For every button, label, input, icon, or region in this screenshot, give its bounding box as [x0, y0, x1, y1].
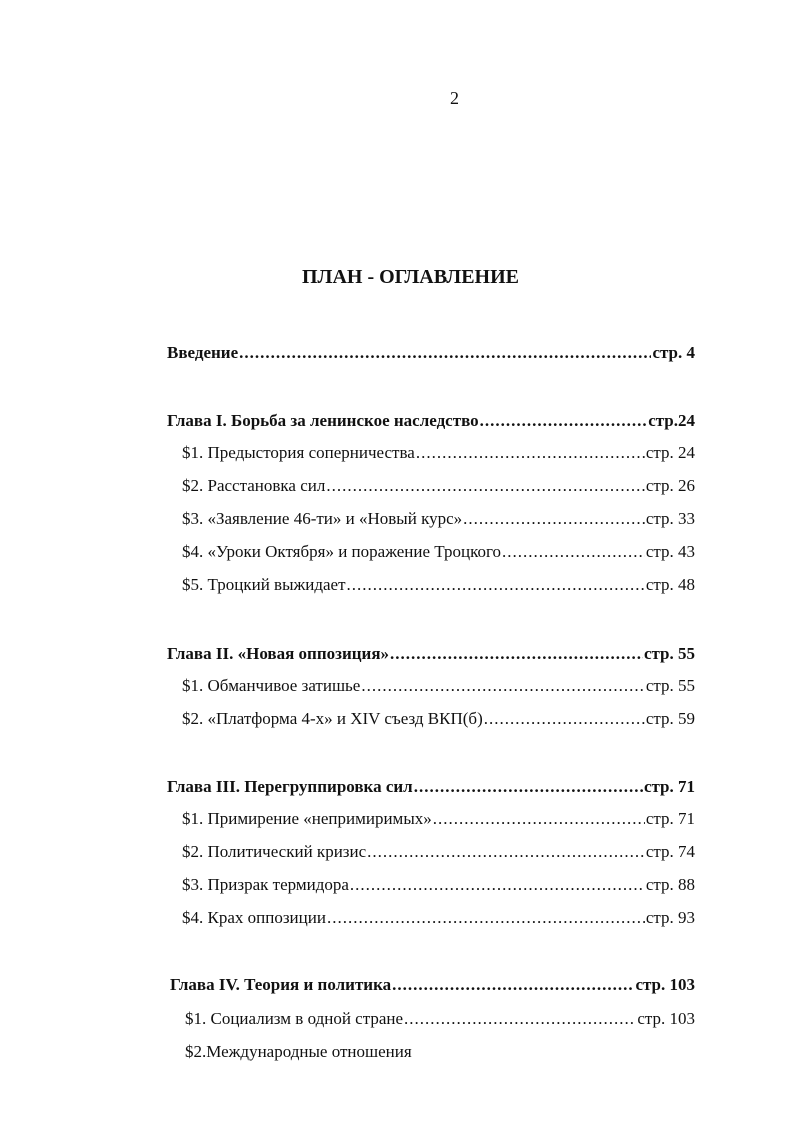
dot-leader: [350, 874, 645, 896]
toc-chapter-title: Глава III. Перегруппировка сил: [167, 777, 413, 796]
toc-section: [182, 808, 695, 830]
toc-section-title: $1. Обманчивое затишье: [182, 676, 361, 695]
dot-leader: [347, 574, 645, 596]
toc-section-title: $1. Социализм в одной стране: [185, 1009, 404, 1028]
dot-leader: [326, 475, 644, 497]
toc-chapter-page: стр. 103: [635, 975, 695, 994]
dot-leader: [327, 907, 645, 929]
toc-section-page: стр. 74: [645, 842, 695, 861]
dot-leader: [433, 808, 645, 830]
toc-section: [182, 874, 695, 896]
toc-section-title: $2. Политический кризис: [182, 842, 367, 861]
toc-chapter-page: стр. 71: [643, 777, 695, 796]
toc-section: [185, 1008, 695, 1030]
toc-section-title: $2. Расстановка сил: [182, 476, 326, 495]
toc-section-page: стр. 103: [637, 1009, 695, 1028]
toc-chapter-title: Глава I. Борьба за ленинское наследство: [167, 411, 479, 430]
toc-section: [182, 574, 695, 596]
toc-section-title: $3. «Заявление 46-ти» и «Новый курс»: [182, 509, 463, 528]
toc-section: [182, 442, 695, 464]
page-title: ПЛАН - ОГЛАВЛЕНИЕ: [301, 266, 519, 288]
toc-section-page: стр. 48: [645, 575, 695, 594]
toc-section-page: стр. 59: [645, 709, 695, 728]
toc-section-page: стр. 88: [645, 875, 695, 894]
dot-leader: [502, 541, 645, 563]
dot-leader: [480, 410, 648, 432]
toc-section-page: стр. 71: [645, 809, 695, 828]
toc-entry-title: Введение: [167, 343, 239, 362]
toc-chapter-3: [167, 776, 695, 798]
dot-leader: [361, 675, 644, 697]
toc-entry-page: стр. 4: [652, 343, 695, 362]
toc-section-title: $1. Предыстория соперничества: [182, 443, 415, 462]
toc-section-page: стр. 93: [645, 908, 695, 927]
toc-chapter-page: стр. 55: [643, 644, 695, 663]
dot-leader: [416, 442, 645, 464]
toc-chapter-2: [167, 643, 695, 665]
toc-section: [182, 907, 695, 929]
toc-chapter-page: стр.24: [648, 411, 695, 430]
page-number: 2: [450, 88, 459, 108]
toc-section: [182, 841, 695, 863]
toc-section: [182, 675, 695, 697]
toc-chapter-title: Глава II. «Новая оппозиция»: [167, 644, 390, 663]
dot-leader: [390, 643, 643, 665]
toc-section-title: $4. Крах оппозиции: [182, 908, 326, 927]
toc-section-page: стр. 24: [645, 443, 695, 462]
dot-leader: [404, 1008, 636, 1030]
toc-chapter-4: [170, 974, 695, 996]
dot-leader: [463, 508, 645, 530]
toc-section-page: стр. 26: [645, 476, 695, 495]
toc-section-page: стр. 43: [645, 542, 695, 561]
dot-leader: [414, 776, 643, 798]
toc-section-title: $3. Призрак термидора: [182, 875, 349, 894]
toc-section-title: $5. Троцкий выжидает: [182, 575, 346, 594]
dot-leader: [392, 974, 634, 996]
toc-section: [182, 508, 695, 530]
toc-section: [185, 1041, 412, 1063]
toc-chapter-1: [167, 410, 695, 432]
toc-section-title: $2.Международные отношения: [185, 1042, 412, 1061]
toc-section: [182, 475, 695, 497]
toc-section-title: $2. «Платформа 4-х» и XIV съезд ВКП(б): [182, 709, 483, 728]
toc-section: [182, 708, 695, 730]
toc-entry-introduction: [167, 342, 695, 364]
toc-section-page: стр. 55: [645, 676, 695, 695]
dot-leader: [239, 342, 651, 364]
dot-leader: [484, 708, 645, 730]
toc-section-title: $4. «Уроки Октября» и поражение Троцкого: [182, 542, 502, 561]
toc-chapter-title: Глава IV. Теория и политика: [170, 975, 392, 994]
dot-leader: [367, 841, 645, 863]
toc-section: [182, 541, 695, 563]
toc-section-title: $1. Примирение «непримиримых»: [182, 809, 432, 828]
toc-section-page: стр. 33: [645, 509, 695, 528]
